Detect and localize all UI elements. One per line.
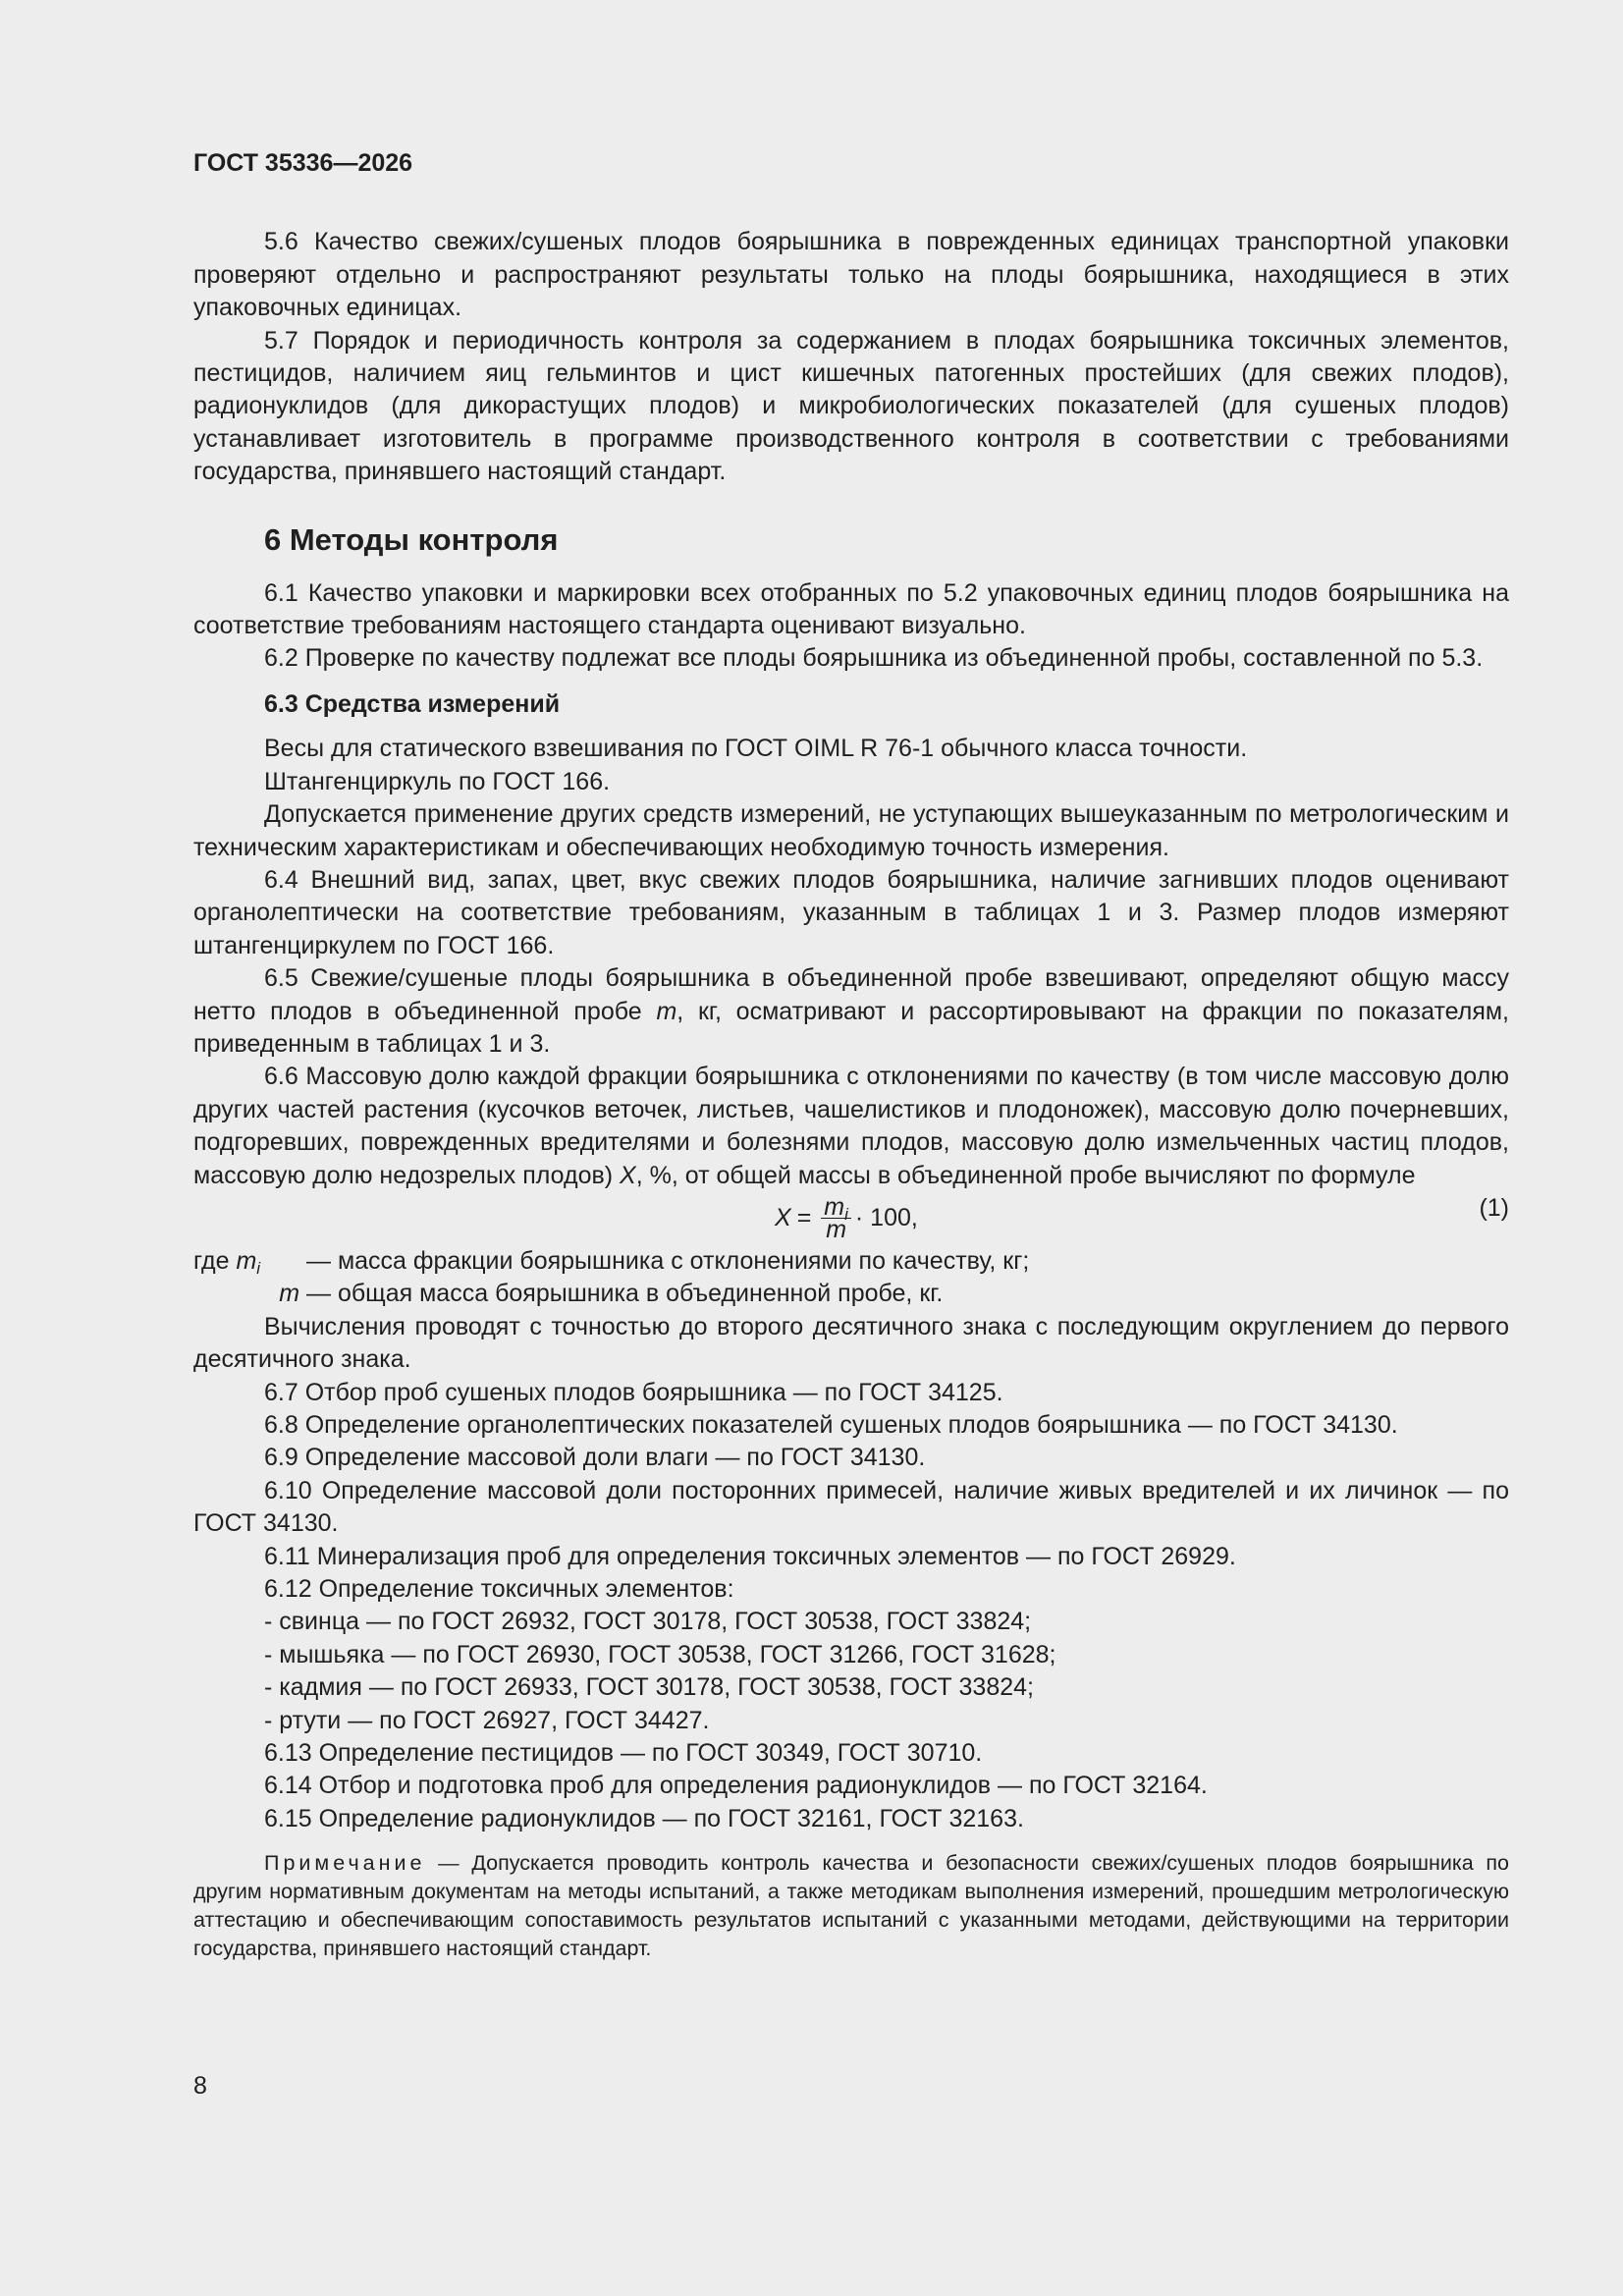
paragraph-6-7: 6.7 Отбор проб сушеных плодов боярышника — по ГОСТ 34125. — [264, 1378, 1003, 1406]
paragraph-6-5-text-b: , кг, осматривают и рассортировывают на фракции по показателям, приведенным в таблицах 1 и 3. — [193, 997, 1509, 1058]
paragraph-6-6-text-a: 6.6 Массовую долю каждой фракции боярышника с отклонениями по качеству (в том числе массовую долю других частей растения (кусочков веточек, листьев, чашелистиков и плодоножек), массовую долю почерневших, подгоревших, поврежденных вредителями и болезнями плодов, массовую долю измельченных частиц плодов, массовую долю недозрелых плодов) — [193, 1063, 1509, 1189]
where-var1: m — [236, 1246, 257, 1275]
paragraph-6-13: 6.13 Определение пестицидов — по ГОСТ 30349, ГОСТ 30710. — [264, 1739, 983, 1768]
where-desc-1: — масса фракции боярышника с отклонениями по качеству, кг; — [306, 1246, 1030, 1275]
document-header: ГОСТ 35336—2026 — [193, 149, 413, 177]
note-paragraph — [193, 1849, 1509, 1963]
formula-denominator — [823, 1215, 849, 1243]
where-var2-label — [193, 1278, 306, 1310]
where-line-1 — [193, 1245, 1509, 1278]
paragraph-6-4: 6.4 Внешний вид, запах, цвет, вкус свежих плодов боярышника, наличие загнивших плодов оценивают органолептически на соответствие требованиям, указанным в таблицах 1 и 3. Размер плодов измеряют штангенциркулем по ГОСТ 166. — [193, 865, 1509, 959]
note-label: Примечание — [264, 1851, 426, 1876]
formula-1 — [193, 1192, 1509, 1241]
list-item-mercury: - ртути — по ГОСТ 26927, ГОСТ 34427. — [264, 1706, 710, 1734]
formula-number: (1) — [1479, 1193, 1509, 1222]
paragraph-5-6: 5.6 Качество свежих/сушеных плодов боярышника в поврежденных единицах транспортной упаковки проверяют отдельно и распространяют результаты только на плоды боярышника, находящиеся в этих упаковочных единицах. — [193, 228, 1509, 322]
page-number: 8 — [193, 2072, 207, 2100]
formula-expression — [775, 1192, 918, 1243]
where-desc-2: — общая масса боярышника в объединенной пробе, кг. — [306, 1280, 944, 1308]
paragraph-6-3-scales: Весы для статического взвешивания по ГОСТ OIML R 76-1 обычного класса точности. — [264, 735, 1248, 763]
note-text: — Допускается проводить контроль качества и безопасности свежих/сушеных плодов боярышника по другим нормативным документам на методы испытаний, а также методикам выполнения измерений, прошедшим метрологическую аттестацию и обеспечивающим сопоставимость результатов испытаний с указанными методами, действующими на территории государства, принявшего настоящий стандарт. — [193, 1851, 1509, 1961]
page-content — [193, 147, 1509, 1963]
variable-x: X — [620, 1161, 636, 1189]
list-item-arsenic: - мышьяка — по ГОСТ 26930, ГОСТ 30538, ГОСТ 31266, ГОСТ 31628; — [264, 1640, 1056, 1668]
list-item-lead: - свинца — по ГОСТ 26932, ГОСТ 30178, ГОСТ 30538, ГОСТ 33824; — [264, 1608, 1032, 1636]
where-line-2 — [193, 1278, 1509, 1310]
paragraph-calculation: Вычисления проводят с точностью до второго десятичного знака с последующим округлением до первого десятичного знака. — [193, 1312, 1509, 1374]
paragraph-6-5-text-a: 6.5 Свежие/сушеные плоды боярышника в объединенной пробе взвешивают, определяют общую массу нетто плодов в объединенной пробе — [193, 964, 1509, 1025]
paragraph-6-10: 6.10 Определение массовой доли посторонних примесей, наличие живых вредителей и их личинок — по ГОСТ 34130. — [193, 1476, 1509, 1538]
formula-fraction — [821, 1192, 851, 1243]
where-var2: m — [279, 1280, 300, 1308]
formula-num-var: m — [824, 1192, 845, 1221]
paragraph-6-6-text-b: , %, от общей массы в объединенной пробе вычисляют по формуле — [635, 1161, 1416, 1189]
paragraph-6-11: 6.11 Минерализация проб для определения токсичных элементов — по ГОСТ 26929. — [264, 1542, 1236, 1570]
where-label — [193, 1245, 306, 1278]
paragraph-6-3-other: Допускается применение других средств измерений, не уступающих вышеуказанным по метрологическим и техническим характеристикам и обеспечивающих необходимую точность измерения. — [193, 800, 1509, 861]
paragraph-6-8: 6.8 Определение органолептических показателей сушеных плодов боярышника — по ГОСТ 34130. — [264, 1411, 1398, 1439]
paragraph-6-9: 6.9 Определение массовой доли влаги — по ГОСТ 34130. — [264, 1444, 926, 1472]
list-item-cadmium: - кадмия — по ГОСТ 26933, ГОСТ 30178, ГОСТ 30538, ГОСТ 33824; — [264, 1673, 1034, 1702]
section-6-title: 6 Методы контроля — [264, 521, 559, 557]
where-var1-sub: i — [256, 1258, 261, 1278]
paragraph-6-15: 6.15 Определение радионуклидов — по ГОСТ 32161, ГОСТ 32163. — [264, 1804, 1024, 1832]
paragraph-6-3-caliper: Штангенциркуль по ГОСТ 166. — [264, 767, 611, 795]
paragraph-6-5 — [193, 962, 1509, 1061]
variable-m: m — [656, 997, 677, 1025]
formula-den-var: m — [826, 1215, 847, 1243]
formula-num-sub: i — [844, 1204, 848, 1224]
subsection-6-3-title: 6.3 Средства измерений — [264, 689, 561, 718]
paragraph-6-6 — [193, 1061, 1509, 1192]
formula-tail: · 100, — [854, 1203, 918, 1231]
paragraph-6-1: 6.1 Качество упаковки и маркировки всех отобранных по 5.2 упаковочных единиц плодов боярышника на соответствие требованиям настоящего стандарта оценивают визуально. — [193, 578, 1509, 640]
formula-lhs: X — [775, 1203, 791, 1231]
paragraph-6-12: 6.12 Определение токсичных элементов: — [264, 1575, 734, 1604]
paragraph-6-14: 6.14 Отбор и подготовка проб для определения радионуклидов — по ГОСТ 32164. — [264, 1772, 1208, 1800]
formula-equals: = — [796, 1203, 812, 1231]
where-word: где — [193, 1246, 230, 1275]
paragraph-5-7: 5.7 Порядок и периодичность контроля за содержанием в плодах боярышника токсичных элементов, пестицидов, наличием яиц гельминтов и цист кишечных патогенных простейших (для свежих плодов), радионуклидов (для дикорастущих плодов) и микробиологических показателей (для сушеных плодов) устанавливает изготовитель в программе производственного контроля в соответствии с требованиями государства, принявшего настоящий стандарт. — [193, 326, 1509, 486]
paragraph-6-2: 6.2 Проверке по качеству подлежат все плоды боярышника из объединенной пробы, составленной по 5.3. — [264, 644, 1484, 673]
